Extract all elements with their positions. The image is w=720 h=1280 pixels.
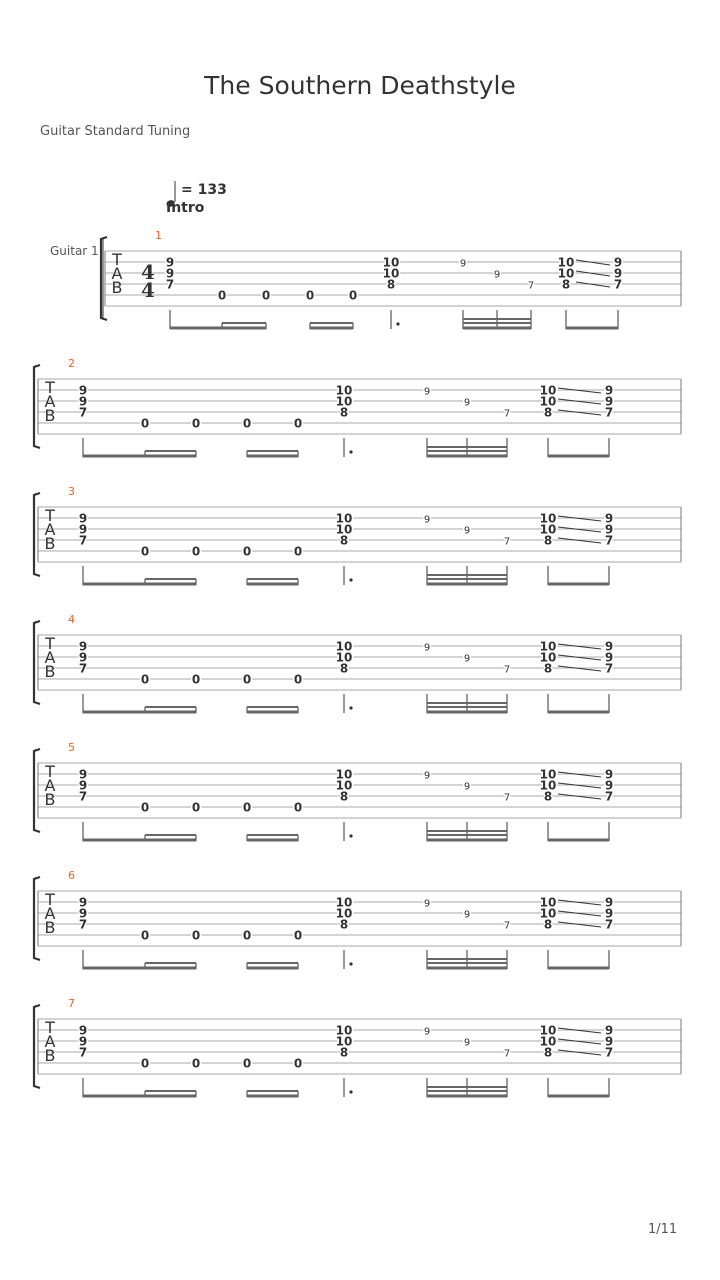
fret-number: 9 — [78, 639, 88, 654]
fret-number: 8 — [543, 1045, 553, 1060]
fret-number: 0 — [140, 928, 150, 943]
fret-number: 10 — [335, 639, 353, 654]
fret-number: 9 — [423, 898, 431, 910]
fret-number: 9 — [78, 511, 88, 526]
dot — [349, 706, 352, 709]
fret-number: 0 — [348, 288, 358, 303]
fret-number: 9 — [463, 653, 471, 665]
tab-clef-letter: B — [44, 790, 56, 809]
fret-number: 10 — [335, 906, 353, 921]
fret-number: 7 — [613, 277, 623, 292]
fret-number: 9 — [78, 767, 88, 782]
fret-number: 9 — [423, 514, 431, 526]
fret-number: 8 — [339, 1045, 349, 1060]
tab-system — [34, 357, 681, 457]
fret-number: 10 — [539, 511, 557, 526]
fret-number: 10 — [382, 255, 400, 270]
fret-number: 7 — [78, 405, 88, 420]
fret-number: 8 — [339, 917, 349, 932]
fret-number: 7 — [78, 1045, 88, 1060]
tuning-label: Guitar Standard Tuning — [40, 124, 191, 139]
measure-number: 3 — [68, 485, 75, 498]
fret-number: 9 — [78, 778, 88, 793]
dot — [349, 962, 352, 965]
fret-number: 7 — [78, 661, 88, 676]
system-bracket — [34, 749, 40, 832]
tab-clef-letter: T — [45, 762, 55, 781]
fret-number: 8 — [339, 789, 349, 804]
system-bracket — [34, 877, 40, 960]
fret-number: 9 — [165, 255, 175, 270]
tab-clef-letter: A — [44, 1032, 56, 1051]
measure-number: 6 — [68, 869, 75, 882]
fret-number: 9 — [613, 255, 623, 270]
fret-number: 0 — [242, 544, 252, 559]
fret-number: 9 — [604, 650, 614, 665]
fret-number: 0 — [242, 1056, 252, 1071]
fret-number: 10 — [335, 767, 353, 782]
fret-number: 9 — [165, 266, 175, 281]
fret-number: 0 — [140, 800, 150, 815]
fret-number: 10 — [539, 522, 557, 537]
fret-number: 9 — [78, 1034, 88, 1049]
fret-number: 8 — [543, 917, 553, 932]
fret-number: 10 — [335, 1034, 353, 1049]
fret-number: 0 — [140, 1056, 150, 1071]
fret-number: 10 — [539, 767, 557, 782]
dot — [396, 322, 399, 325]
fret-number: 9 — [78, 1023, 88, 1038]
fret-number: 7 — [503, 664, 511, 676]
fret-number: 7 — [527, 280, 535, 292]
fret-number: 9 — [613, 266, 623, 281]
fret-number: 0 — [191, 800, 201, 815]
measure-number: 1 — [155, 229, 162, 242]
fret-number: 10 — [557, 255, 575, 270]
fret-number: 7 — [78, 789, 88, 804]
tab-clef-letter: T — [45, 506, 55, 525]
page-number: 1/11 — [648, 1222, 678, 1237]
fret-number: 0 — [242, 800, 252, 815]
fret-number: 0 — [293, 928, 303, 943]
fret-number: 10 — [539, 1023, 557, 1038]
fret-number: 10 — [335, 511, 353, 526]
measure-number: 7 — [68, 997, 75, 1010]
system-bracket — [34, 1005, 40, 1088]
measure-number: 4 — [68, 613, 75, 626]
fret-number: 7 — [604, 661, 614, 676]
fret-number: 9 — [604, 1034, 614, 1049]
fret-number: 9 — [78, 394, 88, 409]
fret-number: 10 — [539, 650, 557, 665]
fret-number: 8 — [543, 789, 553, 804]
fret-number: 8 — [339, 405, 349, 420]
tab-clef-letter: A — [111, 264, 123, 283]
fret-number: 10 — [335, 383, 353, 398]
tab-system — [101, 229, 681, 329]
tab-system — [34, 997, 681, 1097]
fret-number: 0 — [140, 544, 150, 559]
fret-number: 9 — [463, 781, 471, 793]
fret-number: 7 — [503, 408, 511, 420]
fret-number: 0 — [140, 672, 150, 687]
fret-number: 10 — [539, 895, 557, 910]
time-signature-denominator: 4 — [141, 278, 155, 302]
fret-number: 8 — [339, 661, 349, 676]
system-bracket — [34, 493, 40, 576]
fret-number: 9 — [604, 639, 614, 654]
fret-number: 8 — [339, 533, 349, 548]
fret-number: 0 — [293, 1056, 303, 1071]
measure-number: 5 — [68, 741, 75, 754]
fret-number: 10 — [335, 394, 353, 409]
fret-number: 0 — [140, 416, 150, 431]
fret-number: 7 — [78, 917, 88, 932]
tab-clef-letter: T — [45, 890, 55, 909]
fret-number: 7 — [165, 277, 175, 292]
fret-number: 9 — [78, 906, 88, 921]
fret-number: 7 — [78, 533, 88, 548]
tab-clef-letter: B — [44, 662, 56, 681]
tab-clef-letter: A — [44, 392, 56, 411]
fret-number: 7 — [503, 920, 511, 932]
tab-clef-letter: A — [44, 520, 56, 539]
fret-number: 9 — [463, 909, 471, 921]
fret-number: 10 — [335, 1023, 353, 1038]
fret-number: 0 — [293, 416, 303, 431]
fret-number: 7 — [604, 533, 614, 548]
tab-clef-letter: A — [44, 648, 56, 667]
fret-number: 7 — [604, 1045, 614, 1060]
dot — [349, 578, 352, 581]
fret-number: 10 — [335, 522, 353, 537]
fret-number: 9 — [423, 386, 431, 398]
fret-number: 10 — [539, 906, 557, 921]
tab-clef-letter: T — [45, 634, 55, 653]
dot — [349, 450, 352, 453]
fret-number: 9 — [78, 895, 88, 910]
fret-number: 0 — [261, 288, 271, 303]
tab-clef-letter: B — [44, 1046, 56, 1065]
fret-number: 9 — [604, 767, 614, 782]
fret-number: 10 — [557, 266, 575, 281]
fret-number: 9 — [78, 522, 88, 537]
fret-number: 9 — [604, 1023, 614, 1038]
fret-number: 9 — [604, 511, 614, 526]
fret-number: 0 — [293, 672, 303, 687]
fret-number: 0 — [242, 416, 252, 431]
fret-number: 9 — [78, 650, 88, 665]
fret-number: 10 — [539, 639, 557, 654]
tab-clef-letter: B — [111, 278, 123, 297]
tab-clef-letter: B — [44, 534, 56, 553]
fret-number: 0 — [191, 928, 201, 943]
fret-number: 9 — [423, 642, 431, 654]
system-bracket — [34, 365, 40, 448]
fret-number: 0 — [191, 672, 201, 687]
fret-number: 10 — [335, 895, 353, 910]
fret-number: 9 — [604, 522, 614, 537]
fret-number: 8 — [543, 533, 553, 548]
tab-clef-letter: T — [112, 250, 122, 269]
fret-number: 7 — [604, 405, 614, 420]
fret-number: 10 — [539, 778, 557, 793]
fret-number: 10 — [335, 650, 353, 665]
tab-system — [34, 869, 681, 969]
fret-number: 9 — [493, 269, 501, 281]
section-label: Intro — [166, 200, 205, 216]
fret-number: 9 — [423, 770, 431, 782]
fret-number: 9 — [604, 895, 614, 910]
fret-number: 0 — [242, 928, 252, 943]
tab-clef-letter: B — [44, 918, 56, 937]
fret-number: 10 — [539, 394, 557, 409]
fret-number: 9 — [463, 525, 471, 537]
fret-number: 7 — [604, 789, 614, 804]
fret-number: 10 — [539, 383, 557, 398]
fret-number: 9 — [463, 397, 471, 409]
time-signature-numerator: 4 — [141, 260, 155, 284]
fret-number: 9 — [604, 383, 614, 398]
fret-number: 8 — [386, 277, 396, 292]
dot — [349, 834, 352, 837]
track-name: Guitar 1 — [50, 244, 99, 258]
song-title: The Southern Deathstyle — [204, 71, 516, 100]
fret-number: 9 — [604, 778, 614, 793]
fret-number: 0 — [191, 544, 201, 559]
fret-number: 9 — [463, 1037, 471, 1049]
tab-system — [34, 741, 681, 841]
measure-number: 2 — [68, 357, 75, 370]
fret-number: 0 — [191, 416, 201, 431]
fret-number: 8 — [543, 405, 553, 420]
tab-clef-letter: A — [44, 904, 56, 923]
fret-number: 9 — [604, 906, 614, 921]
fret-number: 10 — [335, 778, 353, 793]
fret-number: 9 — [78, 383, 88, 398]
fret-number: 0 — [242, 672, 252, 687]
tab-clef-letter: A — [44, 776, 56, 795]
fret-number: 9 — [604, 394, 614, 409]
fret-number: 0 — [293, 800, 303, 815]
fret-number: 7 — [503, 1048, 511, 1060]
fret-number: 0 — [305, 288, 315, 303]
fret-number: 0 — [293, 544, 303, 559]
fret-number: 7 — [604, 917, 614, 932]
tab-clef-letter: T — [45, 378, 55, 397]
fret-number: 0 — [217, 288, 227, 303]
fret-number: 9 — [423, 1026, 431, 1038]
system-bracket — [34, 621, 40, 704]
tab-clef-letter: B — [44, 406, 56, 425]
system-bracket — [101, 237, 107, 320]
fret-number: 0 — [191, 1056, 201, 1071]
fret-number: 7 — [503, 536, 511, 548]
fret-number: 9 — [459, 258, 467, 270]
fret-number: 8 — [543, 661, 553, 676]
fret-number: 7 — [503, 792, 511, 804]
tab-system — [34, 485, 681, 585]
fret-number: 10 — [539, 1034, 557, 1049]
fret-number: 10 — [382, 266, 400, 281]
tempo-value: = 133 — [181, 182, 227, 198]
tab-clef-letter: T — [45, 1018, 55, 1037]
tab-system — [34, 613, 681, 713]
fret-number: 8 — [561, 277, 571, 292]
dot — [349, 1090, 352, 1093]
